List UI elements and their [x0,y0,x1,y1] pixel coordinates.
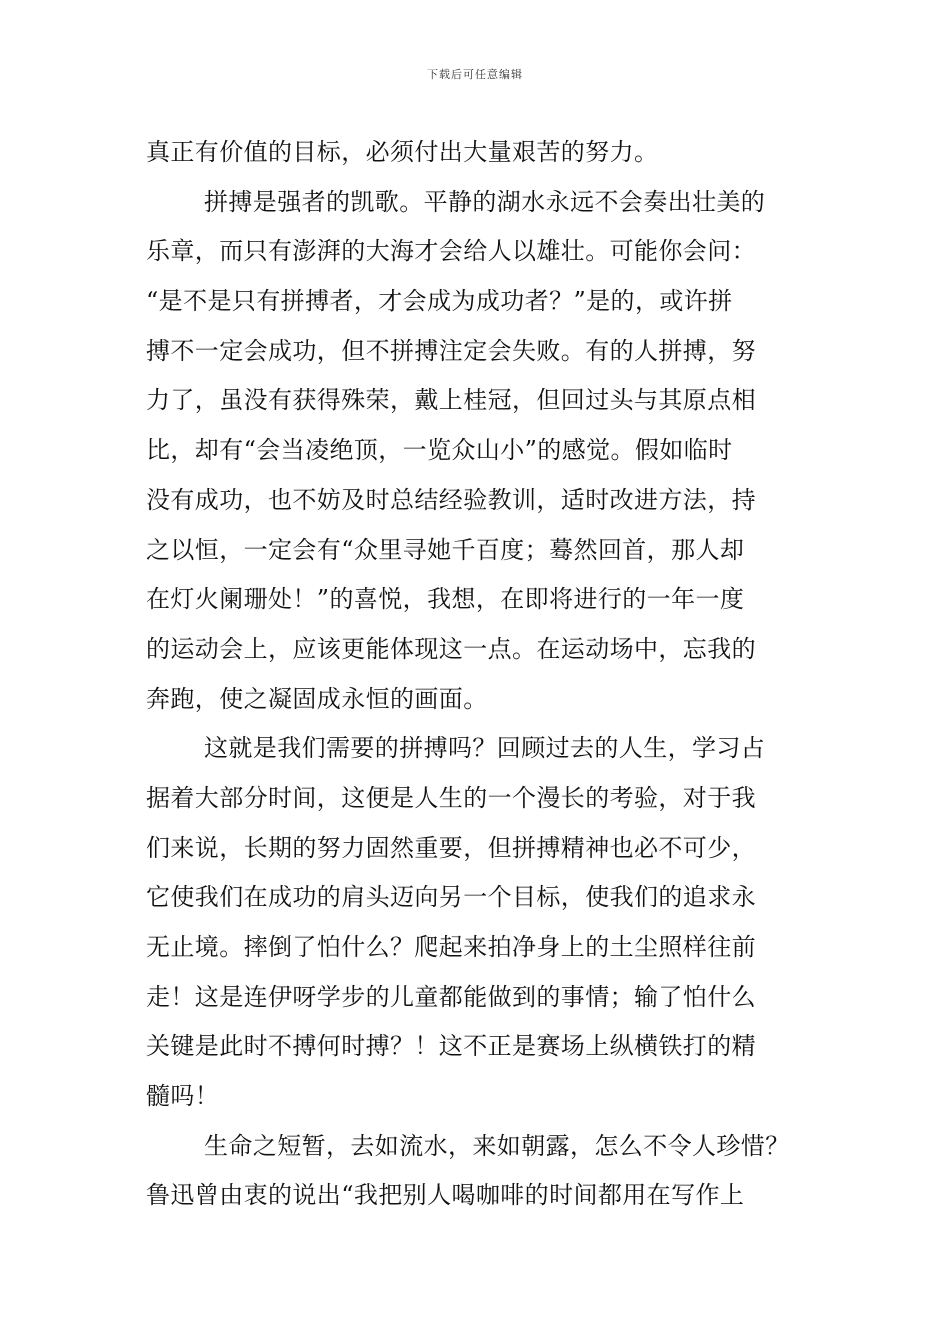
page-header: 下载后可任意编辑 [427,68,523,81]
text-line: 没有成功，也不妨及时总结经验教训，适时改进方法，持 [146,485,756,514]
text-line: 据着大部分时间，这便是人生的一个漫长的考验，对于我 [146,783,756,812]
text-line: “是不是只有拼搏者，才会成为成功者？”是的，或许拼 [146,287,733,316]
text-line: 的运动会上，应该更能体现这一点。在运动场中，忘我的 [146,634,756,663]
paragraph-start-line: 拼搏是强者的凯歌。平静的湖水永远不会奏出壮美的 [204,187,766,216]
body-text [146,128,826,1221]
text-line: 搏不一定会成功，但不拼搏注定会失败。有的人拼搏，努 [146,336,756,365]
text-line: 奔跑，使之凝固成永恒的画面。 [146,684,488,713]
text-line: 鲁迅曾由衷的说出“我把别人喝咖啡的时间都用在写作上 [146,1181,745,1210]
text-line: 无止境。摔倒了怕什么？爬起来拍净身上的土尘照样往前 [146,933,756,961]
text-line: 它使我们在成功的肩头迈向另一个目标，使我们的追求永 [146,883,756,912]
text-line: 关键是此时不搏何时搏？！这不正是赛场上纵横铁打的精 [146,1032,756,1061]
text-line: 走！这是连伊呀学步的儿童都能做到的事情；输了怕什么 [146,982,756,1011]
text-line: 乐章，而只有澎湃的大海才会给人以雄壮。可能你会问： [146,237,756,266]
text-line: 力了，虽没有获得殊荣，戴上桂冠，但回过头与其原点相 [146,386,756,415]
text-line: 之以恒，一定会有“众里寻她千百度；蓦然回首，那人却 [146,535,745,564]
paragraph-start-line: 生命之短暂，去如流水，来如朝露，怎么不令人珍惜？ [204,1131,790,1160]
text-line: 髓吗！ [146,1082,220,1111]
text-line: 在灯火阑珊处！”的喜悦，我想，在即将进行的一年一度 [146,585,745,614]
paragraph-start-line: 这就是我们需要的拼搏吗？回顾过去的人生，学习占 [204,734,766,763]
text-line: 比，却有“会当凌绝顶，一览众山小”的感觉。假如临时 [146,436,733,465]
text-line: 们来说，长期的努力固然重要，但拼搏精神也必不可少， [146,833,756,862]
text-line: 真正有价值的目标，必须付出大量艰苦的努力。 [146,138,659,166]
